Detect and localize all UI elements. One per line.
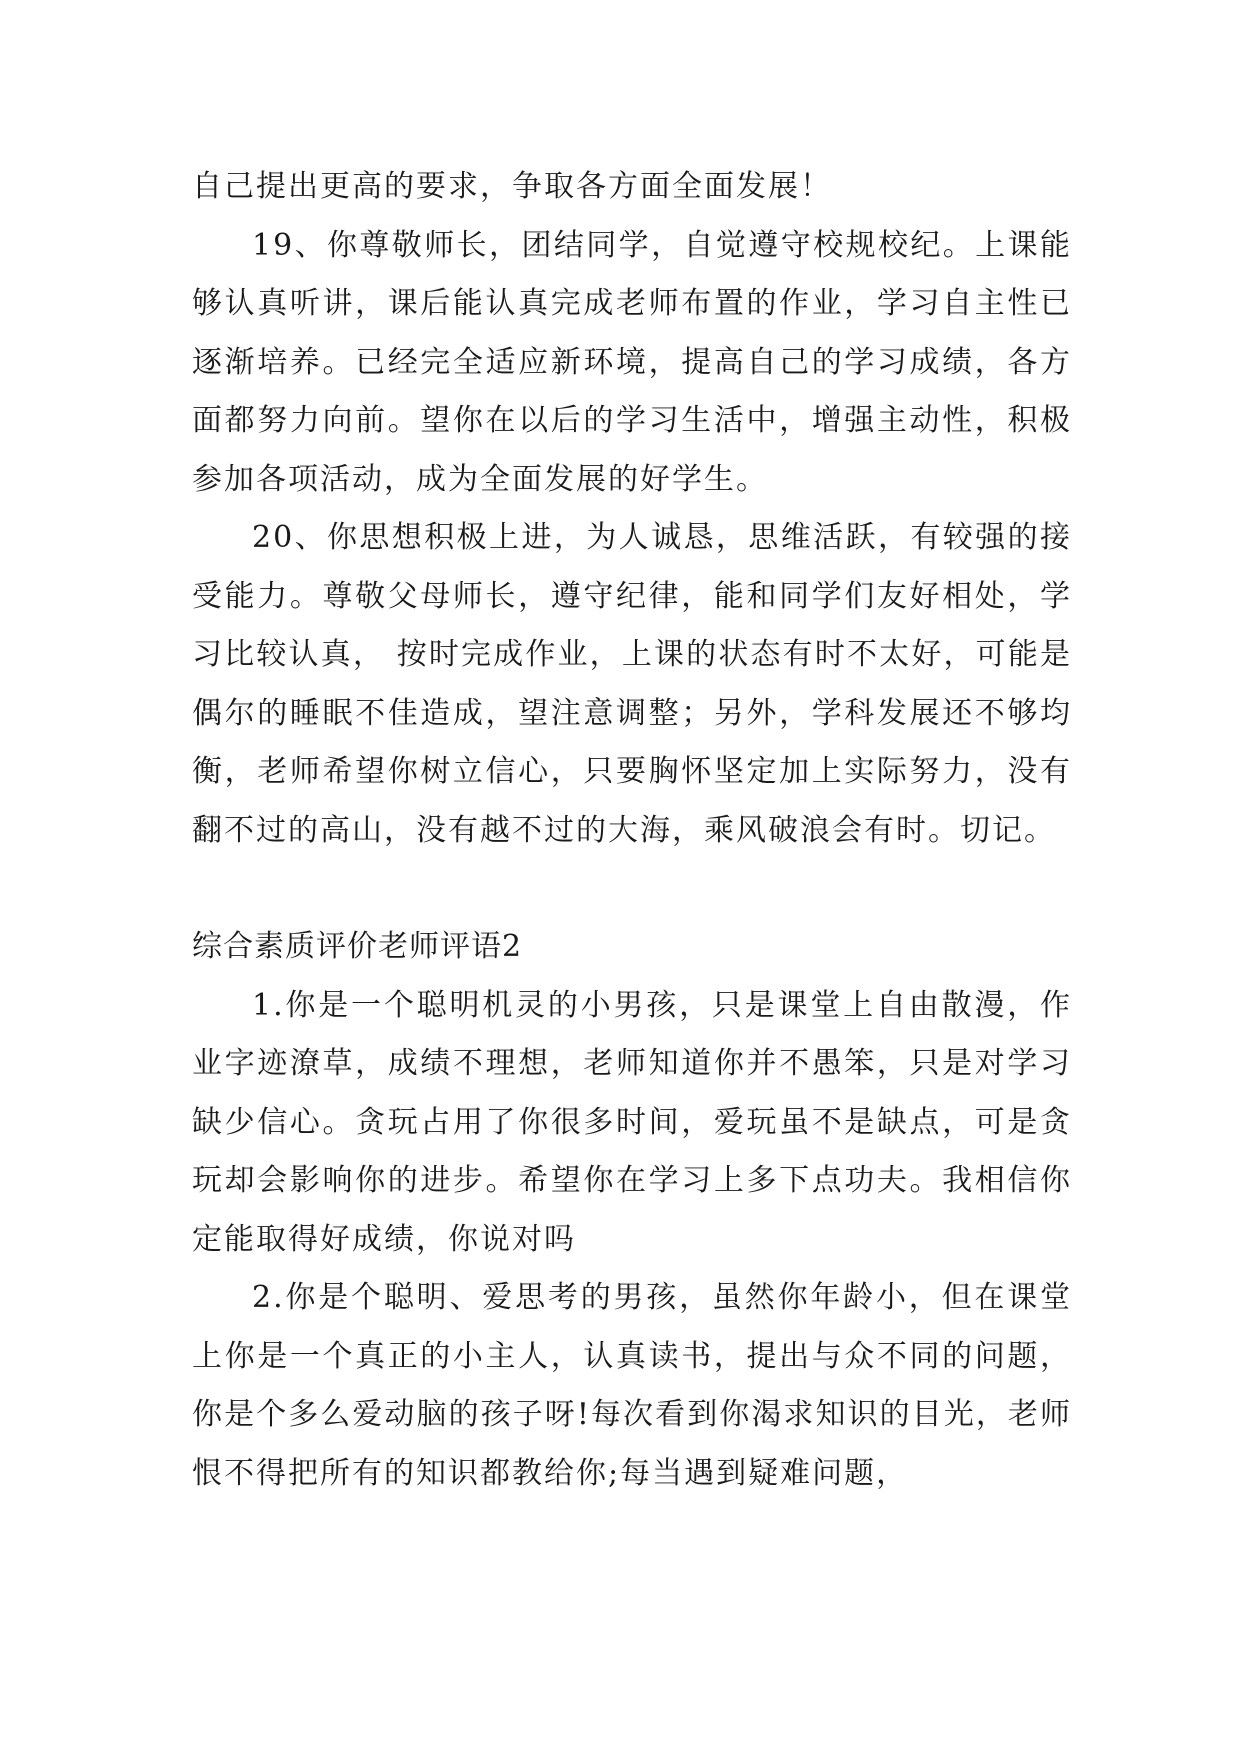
comment-paragraph-1: 1.你是一个聪明机灵的小男孩，只是课堂上自由散漫，作业字迹潦草，成绩不理想，老师知道你并不愚笨，只是对学习缺少信心。贪玩占用了你很多时间，爱玩虽不是缺点，可是贪玩却会影响你的进步。希望你在学习上多下点功夫。我相信你定能取得好成绩，你说对吗 [192, 987, 1072, 1257]
comment-paragraph-20: 20、你思想积极上进，为人诚恳，思维活跃，有较强的接受能力。尊敬父母师长，遵守纪律，能和同学们友好相处，学习比较认真， 按时完成作业，上课的状态有时不太好，可能是偶尔的睡眠不佳造成，望注意调整；另外，学科发展还不够均衡，老师希望你树立信心，只要胸怀坚定加上实际努力，没有翻不过的高山，没有越不过的大海，乘风破浪会有时。切记。 [192, 520, 1072, 848]
paragraph-continuation: 自己提出更高的要求，争取各方面全面发展！ [192, 169, 832, 204]
section-heading: 综合素质评价老师评语2 [192, 929, 523, 964]
comment-paragraph-2: 2.你是个聪明、爱思考的男孩，虽然你年龄小，但在课堂上你是一个真正的小主人，认真读书，提出与众不同的问题，你是个多么爱动脑的孩子呀!每次看到你渴求知识的目光，老师恨不得把所有的知识都教给你;每当遇到疑难问题， [192, 1280, 1072, 1491]
document-body [192, 158, 1072, 1503]
comment-paragraph-19: 19、你尊敬师长，团结同学，自觉遵守校规校纪。上课能够认真听讲，课后能认真完成老师布置的作业，学习自主性已逐渐培养。已经完全适应新环境，提高自己的学习成绩，各方面都努力向前。望你在以后的学习生活中，增强主动性，积极参加各项活动，成为全面发展的好学生。 [192, 227, 1072, 497]
